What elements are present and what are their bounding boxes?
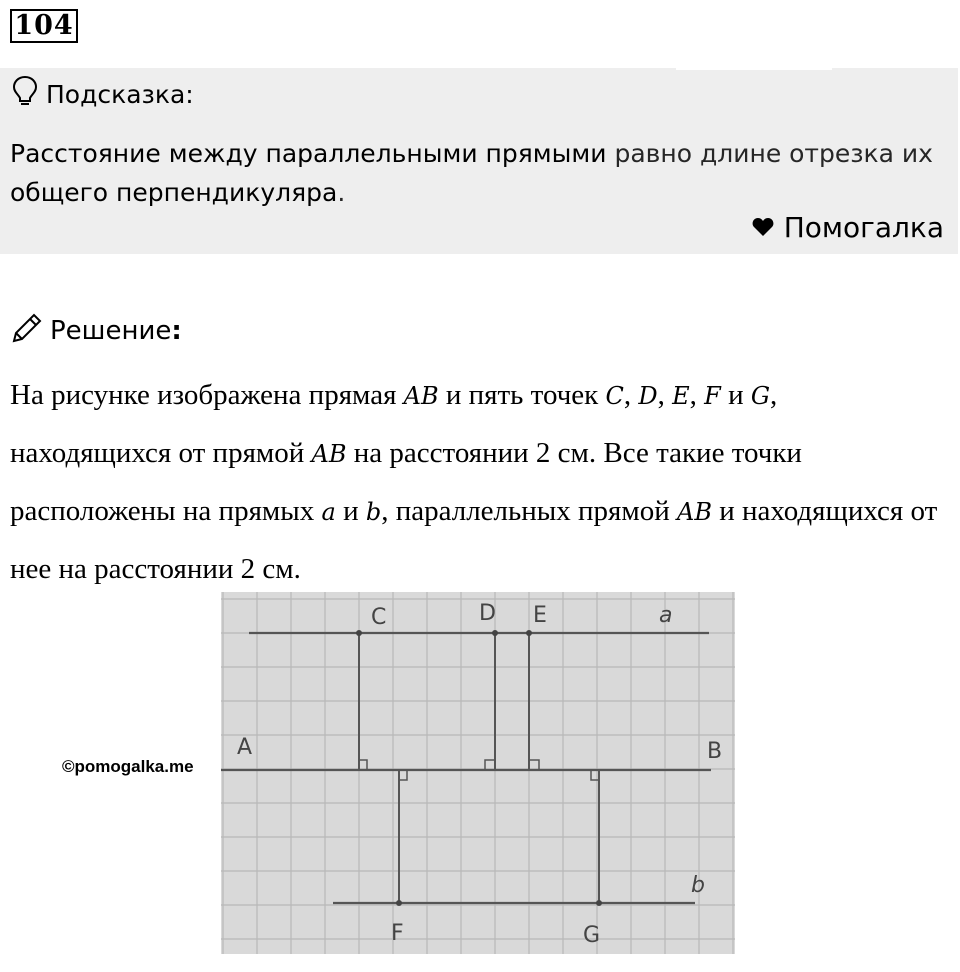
- brand[interactable]: [752, 211, 944, 244]
- hint-term-perpendicular: общего перпендикуляра: [10, 178, 338, 207]
- point-F: [396, 900, 402, 906]
- pencil-icon: [10, 311, 44, 352]
- label-D: D: [479, 601, 496, 626]
- label-A: A: [237, 735, 253, 760]
- label-a: a: [659, 603, 673, 628]
- label-B: B: [707, 739, 723, 764]
- solution-title-text: Решение: [50, 316, 172, 346]
- point-D: [492, 630, 498, 636]
- task-number: 104: [10, 9, 78, 43]
- watermark: ©pomogalka.me: [62, 757, 194, 776]
- var-C: C: [605, 382, 624, 410]
- var-AB: AB: [403, 382, 439, 410]
- separator: ,: [623, 379, 639, 411]
- solution-title: [10, 311, 182, 351]
- hint-title: [12, 74, 194, 114]
- hint-term-distance: Расстояние между параллельными прямыми: [10, 139, 607, 168]
- var-F: F: [704, 382, 721, 410]
- var-D: D: [638, 382, 658, 410]
- solution-text-1: На рисунке изображена прямая: [10, 379, 404, 411]
- separator: ,: [689, 379, 705, 411]
- hint-text: [10, 134, 940, 212]
- var-AB: AB: [311, 440, 347, 468]
- label-F: F: [391, 921, 404, 946]
- separator: ,: [657, 379, 673, 411]
- solution-text-3: , находящихся от прямой: [10, 379, 778, 469]
- point-G: [596, 900, 602, 906]
- lightbulb-icon: [12, 75, 38, 113]
- var-a: a: [321, 498, 336, 526]
- var-E: E: [672, 382, 690, 410]
- solution-text-6: и находящихся от нее на расстоянии 2 см.: [10, 495, 938, 585]
- solution-text: [10, 367, 940, 598]
- point-C: [356, 630, 362, 636]
- solution-title-colon: :: [171, 316, 182, 346]
- label-b: b: [691, 873, 705, 898]
- label-E: E: [533, 603, 547, 628]
- geometry-figure: [221, 592, 735, 954]
- var-G: G: [750, 382, 771, 410]
- var-b: b: [365, 498, 382, 526]
- conjunction: и: [720, 379, 751, 411]
- point-E: [526, 630, 532, 636]
- label-G: G: [583, 923, 601, 948]
- hint-text-plain-2: .: [337, 178, 346, 207]
- label-C: C: [371, 605, 387, 630]
- solution-text-4: на расстоянии 2 см. Все такие точки расположены на прямых: [10, 437, 802, 527]
- var-AB: AB: [676, 498, 712, 526]
- hint-text-plain-1: равно длине отрезка их: [606, 139, 933, 168]
- solution-text-2: и пять точек: [438, 379, 606, 411]
- heart-icon: [752, 211, 774, 244]
- solution-text-5: , параллельных прямой: [381, 495, 677, 527]
- brand-name: Помогалка: [783, 211, 944, 244]
- conjunction: и: [335, 495, 366, 527]
- hint-title-text: Подсказка:: [46, 79, 194, 109]
